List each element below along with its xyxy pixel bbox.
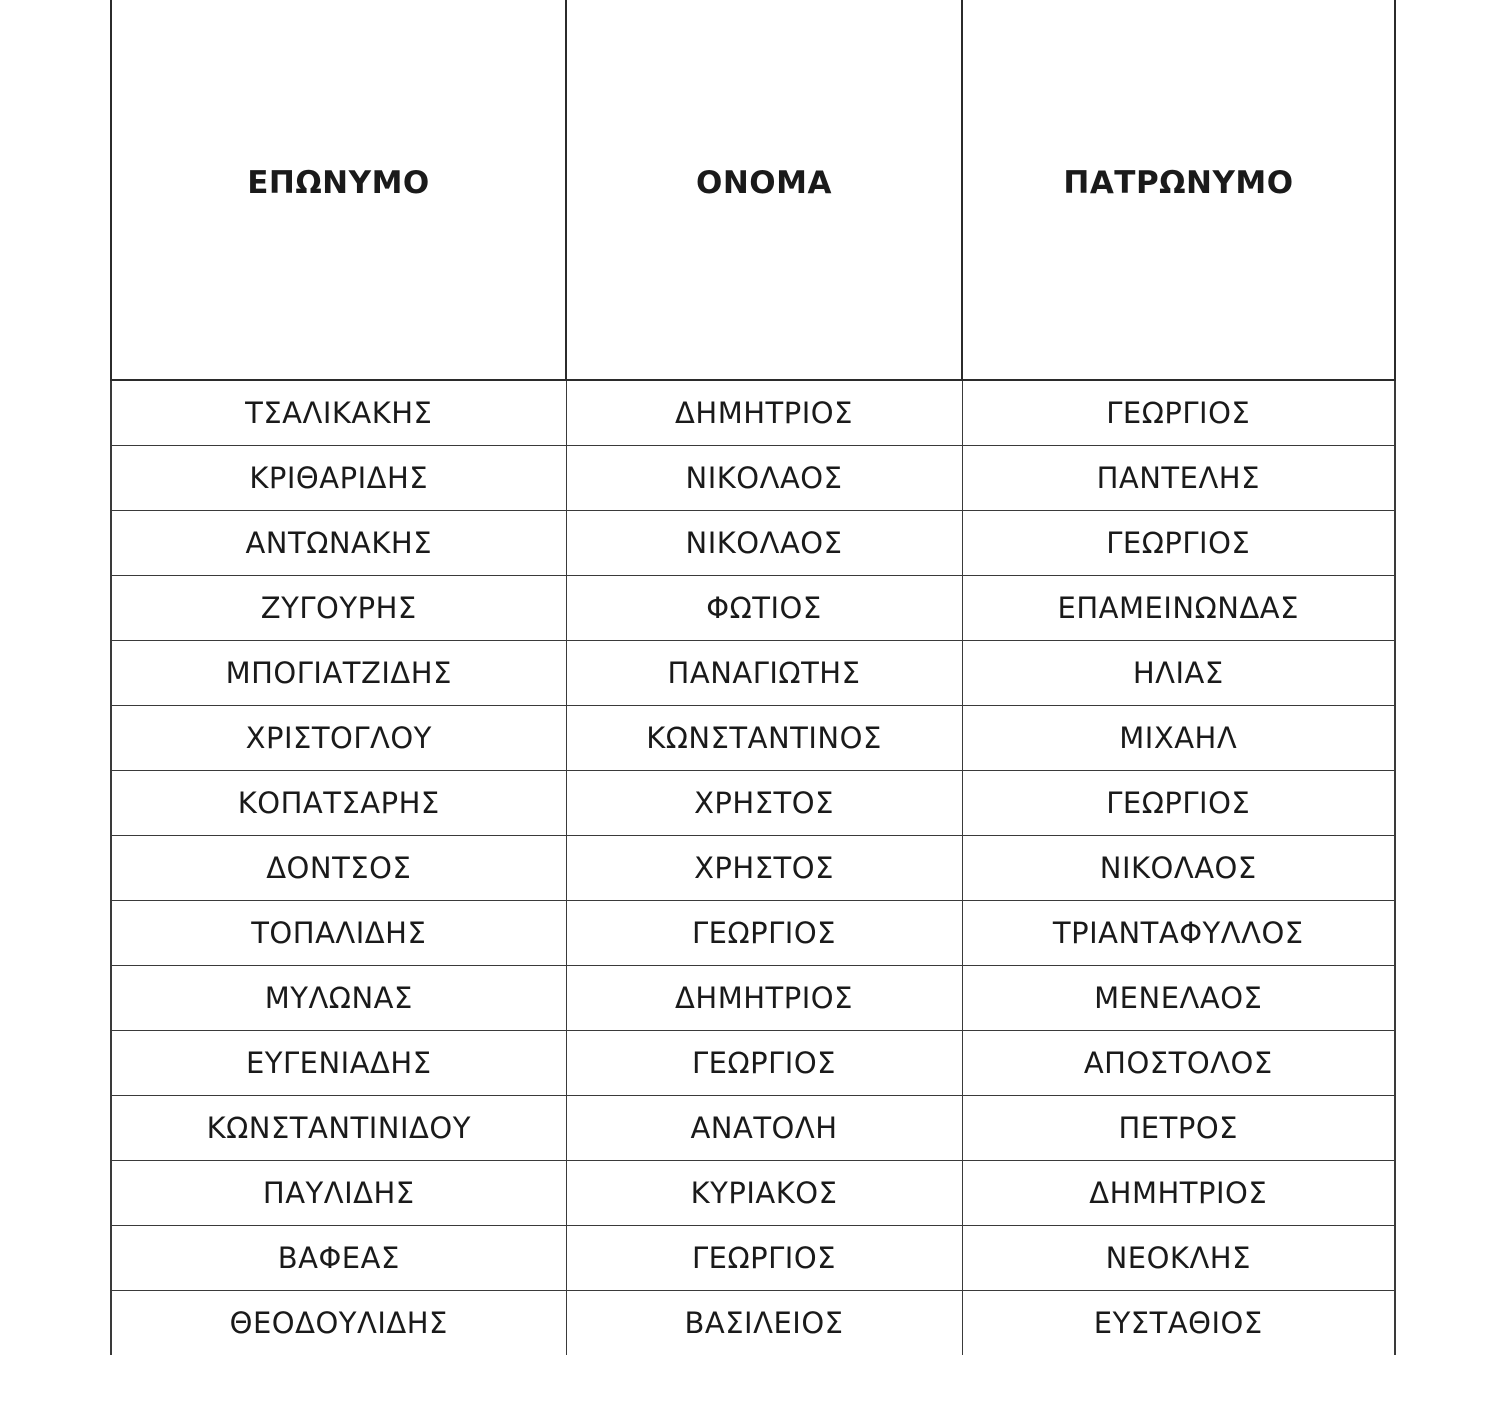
cell-firstname: ΚΥΡΙΑΚΟΣ (566, 1161, 962, 1226)
cell-firstname: ΧΡΗΣΤΟΣ (566, 771, 962, 836)
cell-surname: ΤΣΑΛΙΚΑΚΗΣ (111, 380, 566, 446)
table-row (111, 446, 1395, 511)
cell-fathername: ΠΑΝΤΕΛΗΣ (962, 446, 1395, 511)
cell-surname: ΠΑΥΛΙΔΗΣ (111, 1161, 566, 1226)
table-row (111, 576, 1395, 641)
cell-surname: ΘΕΟΔΟΥΛΙΔΗΣ (111, 1291, 566, 1356)
table-row (111, 1291, 1395, 1356)
table-row (111, 1096, 1395, 1161)
column-header-firstname: ΟΝΟΜΑ (566, 0, 962, 380)
roster-table (110, 0, 1396, 1355)
cell-fathername: ΓΕΩΡΓΙΟΣ (962, 380, 1395, 446)
cell-fathername: ΔΗΜΗΤΡΙΟΣ (962, 1161, 1395, 1226)
cell-fathername: ΓΕΩΡΓΙΟΣ (962, 771, 1395, 836)
table-row (111, 1161, 1395, 1226)
cell-firstname: ΔΗΜΗΤΡΙΟΣ (566, 380, 962, 446)
cell-fathername: ΗΛΙΑΣ (962, 641, 1395, 706)
table-header (111, 0, 1395, 380)
cell-surname: ΕΥΓΕΝΙΑΔΗΣ (111, 1031, 566, 1096)
cell-fathername: ΕΥΣΤΑΘΙΟΣ (962, 1291, 1395, 1356)
cell-fathername: ΜΕΝΕΛΑΟΣ (962, 966, 1395, 1031)
cell-firstname: ΝΙΚΟΛΑΟΣ (566, 446, 962, 511)
cell-firstname: ΑΝΑΤΟΛΗ (566, 1096, 962, 1161)
cell-surname: ΒΑΦΕΑΣ (111, 1226, 566, 1291)
cell-firstname: ΓΕΩΡΓΙΟΣ (566, 901, 962, 966)
roster-table-container (110, 0, 1394, 1355)
cell-fathername: ΠΕΤΡΟΣ (962, 1096, 1395, 1161)
column-header-fathername: ΠΑΤΡΩΝΥΜΟ (962, 0, 1395, 380)
cell-surname: ΚΩΝΣΤΑΝΤΙΝΙΔΟΥ (111, 1096, 566, 1161)
table-row (111, 706, 1395, 771)
cell-fathername: ΓΕΩΡΓΙΟΣ (962, 511, 1395, 576)
cell-surname: ΔΟΝΤΣΟΣ (111, 836, 566, 901)
table-row (111, 1226, 1395, 1291)
cell-firstname: ΠΑΝΑΓΙΩΤΗΣ (566, 641, 962, 706)
cell-fathername: ΝΙΚΟΛΑΟΣ (962, 836, 1395, 901)
cell-firstname: ΝΙΚΟΛΑΟΣ (566, 511, 962, 576)
table-row (111, 771, 1395, 836)
table-row (111, 380, 1395, 446)
cell-surname: ΜΠΟΓΙΑΤΖΙΔΗΣ (111, 641, 566, 706)
column-header-surname: ΕΠΩΝΥΜΟ (111, 0, 566, 380)
cell-firstname: ΔΗΜΗΤΡΙΟΣ (566, 966, 962, 1031)
cell-fathername: ΤΡΙΑΝΤΑΦΥΛΛΟΣ (962, 901, 1395, 966)
cell-firstname: ΚΩΝΣΤΑΝΤΙΝΟΣ (566, 706, 962, 771)
cell-firstname: ΒΑΣΙΛΕΙΟΣ (566, 1291, 962, 1356)
cell-fathername: ΝΕΟΚΛΗΣ (962, 1226, 1395, 1291)
header-row (111, 0, 1395, 380)
table-row (111, 901, 1395, 966)
table-row (111, 966, 1395, 1031)
cell-surname: ΤΟΠΑΛΙΔΗΣ (111, 901, 566, 966)
cell-firstname: ΦΩΤΙΟΣ (566, 576, 962, 641)
cell-surname: ΚΟΠΑΤΣΑΡΗΣ (111, 771, 566, 836)
cell-fathername: ΕΠΑΜΕΙΝΩΝΔΑΣ (962, 576, 1395, 641)
cell-firstname: ΓΕΩΡΓΙΟΣ (566, 1226, 962, 1291)
cell-surname: ΜΥΛΩΝΑΣ (111, 966, 566, 1031)
cell-surname: ΖΥΓΟΥΡΗΣ (111, 576, 566, 641)
table-body (111, 380, 1395, 1355)
table-row (111, 511, 1395, 576)
cell-surname: ΚΡΙΘΑΡΙΔΗΣ (111, 446, 566, 511)
cell-firstname: ΧΡΗΣΤΟΣ (566, 836, 962, 901)
table-row (111, 1031, 1395, 1096)
table-row (111, 836, 1395, 901)
cell-firstname: ΓΕΩΡΓΙΟΣ (566, 1031, 962, 1096)
cell-fathername: ΜΙΧΑΗΛ (962, 706, 1395, 771)
cell-surname: ΑΝΤΩΝΑΚΗΣ (111, 511, 566, 576)
table-row (111, 641, 1395, 706)
cell-surname: ΧΡΙΣΤΟΓΛΟΥ (111, 706, 566, 771)
cell-fathername: ΑΠΟΣΤΟΛΟΣ (962, 1031, 1395, 1096)
